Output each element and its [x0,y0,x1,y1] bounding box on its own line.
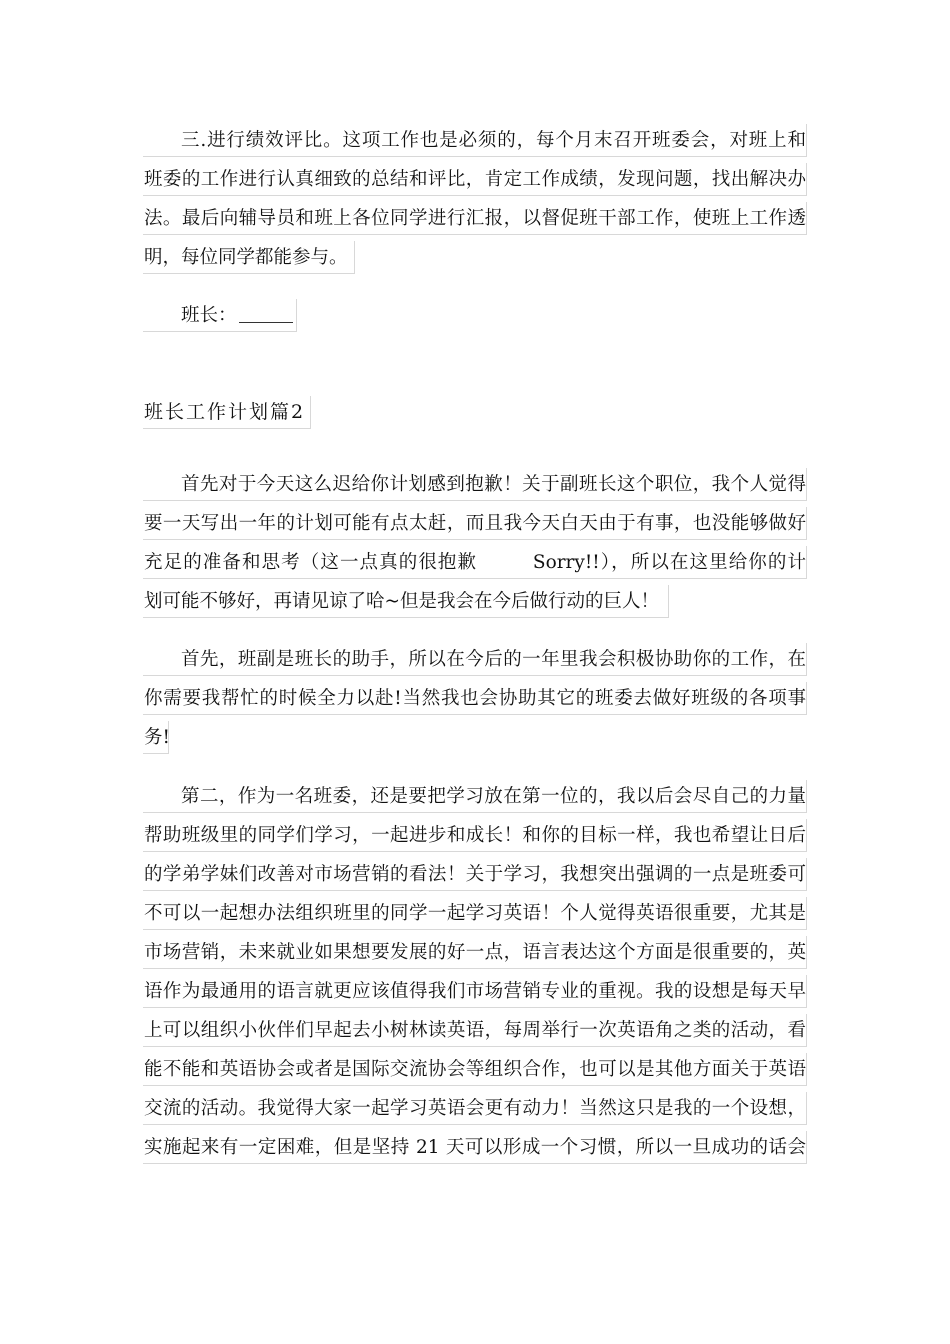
paragraph-line: 首先对于今天这么迟给你计划感到抱歉！关于副班长这个职位，我个人觉得 [143,468,807,501]
paragraph-line: 首先，班副是班长的助手，所以在今后的一年里我会积极协助你的工作，在 [143,643,807,676]
paragraph-line: 不可以一起想办法组织班里的同学一起学习英语！个人觉得英语很重要，尤其是 [143,897,807,930]
paragraph-line: 充足的准备和思考（这一点真的很抱歉 Sorry!!），所以在这里给你的计 [143,546,807,579]
paragraph-line: 能不能和英语协会或者是国际交流协会等组织合作，也可以是其他方面关于英语 [143,1053,807,1086]
paragraph-line: 务! [143,721,169,754]
signature-blank [239,304,293,323]
paragraph-line: 划可能不够好，再请见谅了哈~但是我会在今后做行动的巨人！ [143,585,669,618]
paragraph-line: 要一天写出一年的计划可能有点太赶，而且我今天白天由于有事，也没能够做好 [143,507,807,540]
signature-line [143,299,297,332]
signature-label: 班长： [181,305,237,326]
paragraph-line: 第二，作为一名班委，还是要把学习放在第一位的，我以后会尽自己的力量 [143,780,807,813]
paragraph-line: 法。最后向辅导员和班上各位同学进行汇报，以督促班干部工作，使班上工作透 [143,202,807,235]
paragraph-line: 语作为最通用的语言就更应该值得我们市场营销专业的重视。我的设想是每天早 [143,975,807,1008]
paragraph-line: 三.进行绩效评比。这项工作也是必须的，每个月末召开班委会，对班上和 [143,124,807,157]
paragraph-line: 实施起来有一定困难，但是坚持 21 天可以形成一个习惯，所以一旦成功的话会 [143,1131,807,1164]
paragraph-line: 班委的工作进行认真细致的总结和评比，肯定工作成绩，发现问题，找出解决办 [143,163,807,196]
paragraph-line: 市场营销，未来就业如果想要发展的好一点，语言表达这个方面是很重要的，英 [143,936,807,969]
paragraph-line: 上可以组织小伙伴们早起去小树林读英语，每周举行一次英语角之类的活动，看 [143,1014,807,1047]
paragraph-line: 交流的活动。我觉得大家一起学习英语会更有动力！当然这只是我的一个设想， [143,1092,807,1125]
paragraph-line: 的学弟学妹们改善对市场营销的看法！关于学习，我想突出强调的一点是班委可 [143,858,807,891]
paragraph-line: 明，每位同学都能参与。 [143,241,355,274]
section-title: 班长工作计划篇2 [143,396,311,429]
paragraph-line: 帮助班级里的同学们学习，一起进步和成长！和你的目标一样，我也希望让日后 [143,819,807,852]
paragraph-line: 你需要我帮忙的时候全力以赴!当然我也会协助其它的班委去做好班级的各项事 [143,682,807,715]
